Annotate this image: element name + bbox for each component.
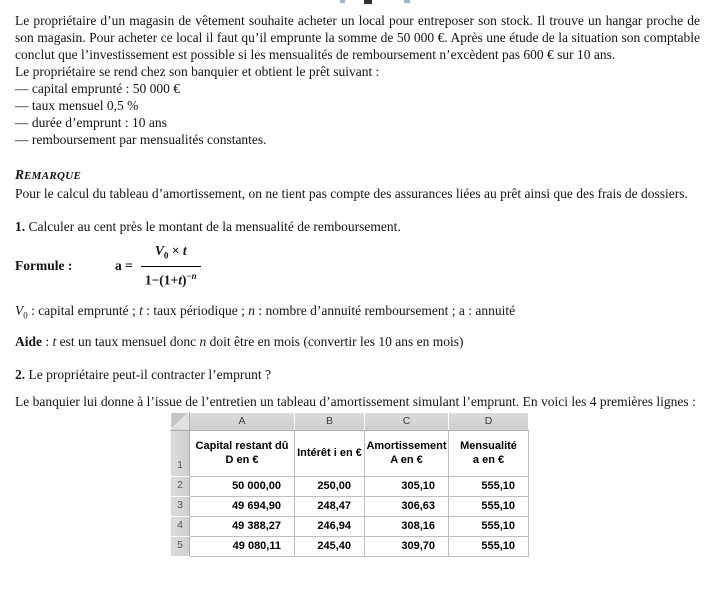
formula-block	[15, 243, 700, 287]
cropped-text-fragment	[340, 0, 345, 3]
loan-term-rate: — taux mensuel 0,5 %	[15, 98, 139, 113]
amortization-spreadsheet	[170, 412, 529, 557]
cropped-text-fragment	[404, 0, 410, 3]
var-n: n	[199, 333, 207, 349]
aide-text-2: est un taux mensuel donc	[56, 333, 200, 349]
question-2	[15, 366, 700, 383]
cell-d4: 555,10	[449, 516, 529, 536]
row-number-2: 2	[171, 476, 190, 496]
column-header-d: D	[449, 412, 529, 430]
header-cell-amortissement	[365, 430, 449, 476]
cell-c4: 308,16	[365, 516, 449, 536]
header-cell-capital	[190, 430, 295, 476]
question-2-text: Le propriétaire peut-il contracter l’emprunt ?	[25, 366, 272, 382]
denominator-prefix: 1−(1+	[144, 272, 179, 288]
cell-b5: 245,40	[295, 536, 365, 556]
legend-text-1: : capital emprunté ;	[27, 303, 140, 318]
header-cell-mensualite	[449, 430, 529, 476]
sheet-header-row	[171, 430, 529, 476]
legend-text-3: : nombre d’annuité remboursement ; a : annuité	[254, 303, 516, 318]
question-1-number: 1.	[15, 219, 26, 234]
row-number-1: 1	[171, 430, 190, 476]
formula-fraction	[141, 243, 201, 287]
cell-c5: 309,70	[365, 536, 449, 556]
fraction-denominator	[141, 266, 201, 288]
var-v-subscript: 0	[163, 250, 169, 261]
row-number-3: 3	[171, 496, 190, 516]
var-n: n	[191, 270, 197, 281]
cell-b4: 246,94	[295, 516, 365, 536]
cell-a3: 49 694,90	[190, 496, 295, 516]
var-t: t	[178, 272, 182, 288]
header-cell-interet	[295, 430, 365, 476]
cell-d5: 555,10	[449, 536, 529, 556]
remark-heading	[15, 166, 700, 185]
legend-text-2: : taux périodique ;	[142, 303, 249, 318]
header-amortissement-line1: Amortissement	[366, 440, 447, 453]
var-v-subscript: 0	[23, 310, 28, 321]
var-t: t	[139, 303, 143, 318]
cell-c3: 306,63	[365, 496, 449, 516]
sheet-data-row	[171, 516, 529, 536]
question-1	[15, 218, 700, 235]
loan-term-repayment: — remboursement par mensualités constantes.	[15, 132, 267, 147]
cell-c2: 305,10	[365, 476, 449, 496]
aide-line	[15, 333, 700, 350]
var-t: t	[52, 333, 57, 349]
header-mensualite-line1: Mensualité	[460, 440, 517, 453]
fraction-numerator	[145, 243, 197, 266]
denominator-paren: )	[181, 272, 187, 288]
var-v: V	[154, 242, 164, 258]
cell-d3: 555,10	[449, 496, 529, 516]
column-header-a: A	[190, 412, 295, 430]
times-sign: ×	[168, 242, 183, 258]
aide-label: Aide	[15, 333, 42, 349]
cell-d2: 555,10	[449, 476, 529, 496]
column-header-b: B	[295, 412, 365, 430]
sheet-corner-cell	[171, 412, 190, 430]
header-capital-line1: Capital restant dû	[195, 440, 289, 453]
header-interet-line1: Intérêt i en €	[297, 447, 362, 460]
formula-legend	[15, 302, 700, 325]
aide-text-1: :	[42, 333, 53, 349]
cell-a4: 49 388,27	[190, 516, 295, 536]
aide-text-3: doit être en mois (convertir les 10 ans en mois)	[206, 333, 464, 349]
column-letters-row	[171, 412, 529, 430]
var-t: t	[182, 242, 187, 258]
remark-heading-rest: EMARQUE	[24, 170, 82, 182]
header-mensualite-line2: a en €	[472, 454, 505, 467]
row-number-4: 4	[171, 516, 190, 536]
loan-offer-intro-line: Le propriétaire se rend chez son banquier et obtient le prêt suivant :	[15, 64, 380, 79]
closing-paragraph: Le banquier lui donne à l’issue de l’entretien un tableau d’amortissement simulant l’emprunt. En voici les 4 premières lignes :	[15, 393, 696, 409]
question-2-number: 2.	[15, 366, 26, 382]
exponent-minus: −	[186, 270, 192, 281]
problem-intro-paragraph: Le propriétaire d’un magasin de vêtement souhaite acheter un local pour entreposer son stock. Il trouve un hangar proche de son magasin. Pour acheter ce local il faut qu’il emprunte la somme de 50 000 €. Après une étude de la situation son comptable conclut que l’investissement est possible si les mensualités de remboursement n’excèdent pas 600 € sur 10 ans.	[15, 13, 700, 62]
cropped-text-fragment	[364, 0, 372, 4]
cell-b3: 248,47	[295, 496, 365, 516]
question-1-text: Calculer au cent près le montant de la mensualité de remboursement.	[25, 219, 401, 234]
loan-term-capital: — capital emprunté : 50 000 €	[15, 81, 180, 96]
formula-lhs: a =	[115, 257, 133, 273]
cell-a2: 50 000,00	[190, 476, 295, 496]
sheet-data-row	[171, 496, 529, 516]
header-capital-line2: D en €	[225, 454, 259, 467]
loan-term-duration: — durée d’emprunt : 10 ans	[15, 115, 167, 130]
var-v: V	[15, 303, 24, 318]
remark-heading-initial: R	[15, 167, 25, 182]
column-header-c: C	[365, 412, 449, 430]
cell-b2: 250,00	[295, 476, 365, 496]
cell-a5: 49 080,11	[190, 536, 295, 556]
var-n: n	[248, 303, 255, 318]
exponent	[186, 271, 196, 281]
row-number-5: 5	[171, 536, 190, 556]
remark-body: Pour le calcul du tableau d’amortissement, on ne tient pas compte des assurances liées au prêt ainsi que des frais de dossiers.	[15, 186, 688, 201]
sheet-data-row	[171, 536, 529, 556]
header-amortissement-line2: A en €	[390, 454, 423, 467]
sheet-data-row	[171, 476, 529, 496]
formula-label: Formule :	[15, 257, 73, 273]
